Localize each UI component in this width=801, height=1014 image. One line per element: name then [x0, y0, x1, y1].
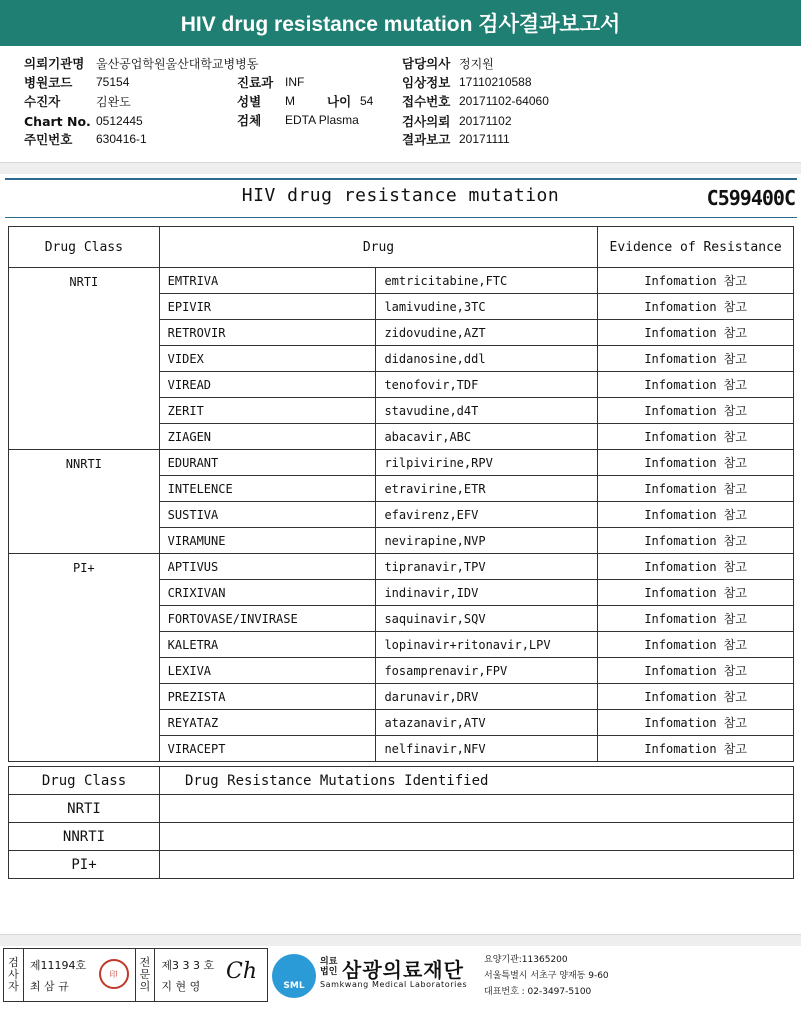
tester-name: 최 삼 규: [29, 980, 69, 993]
mutation-header-row: [9, 767, 794, 795]
brand-name-cell: EMTRIVA: [159, 268, 376, 294]
dept-label: 진료과: [237, 75, 274, 90]
evidence-cell: Infomation 참고: [598, 736, 794, 762]
reviewer-number: 제3 3 3 호: [161, 959, 215, 972]
mutation-class-cell: PI+: [9, 851, 160, 879]
evidence-cell: Infomation 참고: [598, 658, 794, 684]
report-date-value: 20171111: [459, 132, 510, 146]
tester-number: 제11194호: [29, 959, 87, 972]
brand-name-cell: LEXIVA: [159, 658, 376, 684]
title-rule-bottom: [5, 217, 797, 218]
brand-name-cell: PREZISTA: [159, 684, 376, 710]
lab-code: 요양기관:11365200: [484, 955, 568, 965]
generic-name-cell: tipranavir,TPV: [376, 554, 598, 580]
mutation-table: [8, 766, 794, 879]
brand-name-cell: REYATAZ: [159, 710, 376, 736]
handwritten-signature: Ch: [225, 959, 257, 984]
brand-name-cell: RETROVIR: [159, 320, 376, 346]
brand-name-cell: ZIAGEN: [159, 424, 376, 450]
hospital-code-label: 병원코드: [24, 75, 73, 90]
lab-address: 서울특별시 서초구 양재동 9-60: [484, 971, 609, 981]
dept-value: INF: [285, 75, 305, 89]
evidence-cell: Infomation 참고: [598, 502, 794, 528]
table-row: [9, 268, 794, 294]
lab-name: 삼광의료재단: [342, 958, 464, 982]
generic-name-cell: lamivudine,3TC: [376, 294, 598, 320]
brand-name-cell: VIRAMUNE: [159, 528, 376, 554]
institution-value: 울산공업학원울산대학교병병동: [96, 56, 259, 71]
receipt-value: 20171102-64060: [459, 94, 549, 108]
receipt-label: 접수번호: [402, 94, 451, 109]
evidence-cell: Infomation 참고: [598, 580, 794, 606]
clinical-value: 17110210588: [459, 75, 532, 89]
brand-name-cell: APTIVUS: [159, 554, 376, 580]
footer-band: [0, 934, 801, 946]
clinical-label: 임상정보: [402, 75, 451, 90]
brand-name-cell: INTELENCE: [159, 476, 376, 502]
mutation-row: [9, 851, 794, 879]
age-label: 나이: [327, 94, 352, 109]
mutation-class-cell: NRTI: [9, 795, 160, 823]
generic-name-cell: stavudine,d4T: [376, 398, 598, 424]
request-value: 20171102: [459, 114, 512, 128]
patient-label: 수진자: [24, 94, 61, 109]
generic-name-cell: etravirine,ETR: [376, 476, 598, 502]
brand-name-cell: VIDEX: [159, 346, 376, 372]
resident-label: 주민번호: [24, 132, 73, 147]
sex-label: 성별: [237, 94, 262, 109]
brand-name-cell: CRIXIVAN: [159, 580, 376, 606]
evidence-cell: Infomation 참고: [598, 450, 794, 476]
evidence-cell: Infomation 참고: [598, 476, 794, 502]
specimen-value: EDTA Plasma: [285, 113, 359, 127]
generic-name-cell: tenofovir,TDF: [376, 372, 598, 398]
document-title: HIV drug resistance mutation: [241, 185, 560, 206]
generic-name-cell: saquinavir,SQV: [376, 606, 598, 632]
generic-name-cell: nelfinavir,NFV: [376, 736, 598, 762]
evidence-cell: Infomation 참고: [598, 710, 794, 736]
evidence-cell: Infomation 참고: [598, 398, 794, 424]
drug-class-cell: PI+: [9, 554, 160, 762]
request-label: 검사의뢰: [402, 114, 451, 129]
mutation-row: [9, 795, 794, 823]
doctor-label: 담당의사: [402, 56, 451, 71]
generic-name-cell: darunavir,DRV: [376, 684, 598, 710]
generic-name-cell: fosamprenavir,FPV: [376, 658, 598, 684]
evidence-cell: Infomation 참고: [598, 554, 794, 580]
seal-stamp: 印: [99, 959, 129, 989]
evidence-cell: Infomation 참고: [598, 346, 794, 372]
age-value: 54: [360, 94, 374, 108]
header-drug-class: Drug Class: [9, 227, 160, 268]
brand-name-cell: FORTOVASE/INVIRASE: [159, 606, 376, 632]
institution-label: 의뢰기관명: [24, 56, 85, 71]
generic-name-cell: efavirenz,EFV: [376, 502, 598, 528]
generic-name-cell: didanosine,ddl: [376, 346, 598, 372]
hospital-code-value: 75154: [96, 75, 130, 89]
patient-info: [0, 52, 801, 162]
brand-name-cell: KALETRA: [159, 632, 376, 658]
brand-name-cell: VIRACEPT: [159, 736, 376, 762]
brand-name-cell: SUSTIVA: [159, 502, 376, 528]
report-date-label: 결과보고: [402, 132, 451, 147]
mutation-row: [9, 823, 794, 851]
brand-name-cell: ZERIT: [159, 398, 376, 424]
lab-contact: [484, 952, 609, 1000]
resident-value: 630416-1: [96, 132, 147, 146]
table-row: [9, 554, 794, 580]
chart-value: 0512445: [96, 114, 143, 128]
title-rule-top: [5, 178, 797, 180]
test-code: C599400C: [706, 186, 795, 210]
mutation-header-identified: Drug Resistance Mutations Identified: [160, 767, 794, 795]
sml-logo-icon: SML: [272, 954, 316, 998]
evidence-cell: Infomation 참고: [598, 424, 794, 450]
brand-name-cell: VIREAD: [159, 372, 376, 398]
evidence-cell: Infomation 참고: [598, 294, 794, 320]
reviewer-label: 전 문 의: [136, 949, 156, 1001]
reviewer-name: 지 현 영: [161, 980, 201, 993]
evidence-cell: Infomation 참고: [598, 268, 794, 294]
doctor-value: 정지원: [459, 56, 494, 71]
lab-corp-label: 의료 법인: [320, 957, 338, 977]
mutation-class-cell: NNRTI: [9, 823, 160, 851]
sex-value: M: [285, 94, 295, 108]
mutation-result-cell: [160, 823, 794, 851]
drug-class-cell: NRTI: [9, 268, 160, 450]
drug-table-header: [9, 227, 794, 268]
table-row: [9, 450, 794, 476]
patient-value: 김완도: [96, 94, 131, 109]
evidence-cell: Infomation 참고: [598, 320, 794, 346]
divider-band: [0, 162, 801, 174]
signature-box: [3, 948, 268, 1002]
report-title: HIV drug resistance mutation 검사결과보고서: [180, 13, 621, 36]
generic-name-cell: indinavir,IDV: [376, 580, 598, 606]
reviewer-cell: [155, 949, 267, 1001]
mutation-result-cell: [160, 795, 794, 823]
brand-name-cell: EPIVIR: [159, 294, 376, 320]
lab-english-name: Samkwang Medical Laboratories: [320, 980, 468, 989]
header-evidence: Evidence of Resistance: [598, 227, 794, 268]
evidence-cell: Infomation 참고: [598, 606, 794, 632]
generic-name-cell: rilpivirine,RPV: [376, 450, 598, 476]
report-title-banner: [0, 0, 801, 46]
tester-label: 검 사 자: [4, 949, 24, 1001]
mutation-header-class: Drug Class: [9, 767, 160, 795]
drug-table: [8, 226, 794, 762]
generic-name-cell: lopinavir+ritonavir,LPV: [376, 632, 598, 658]
generic-name-cell: zidovudine,AZT: [376, 320, 598, 346]
chart-label: Chart No.: [24, 113, 91, 129]
mutation-result-cell: [160, 851, 794, 879]
specimen-label: 검체: [237, 113, 262, 128]
generic-name-cell: atazanavir,ATV: [376, 710, 598, 736]
evidence-cell: Infomation 참고: [598, 528, 794, 554]
evidence-cell: Infomation 참고: [598, 372, 794, 398]
generic-name-cell: abacavir,ABC: [376, 424, 598, 450]
drug-class-cell: NNRTI: [9, 450, 160, 554]
evidence-cell: Infomation 참고: [598, 684, 794, 710]
evidence-cell: Infomation 참고: [598, 632, 794, 658]
generic-name-cell: emtricitabine,FTC: [376, 268, 598, 294]
brand-name-cell: EDURANT: [159, 450, 376, 476]
tester-cell: [24, 949, 136, 1001]
generic-name-cell: nevirapine,NVP: [376, 528, 598, 554]
lab-phone: 대표번호 : 02-3497-5100: [484, 987, 592, 997]
header-drug: Drug: [159, 227, 598, 268]
